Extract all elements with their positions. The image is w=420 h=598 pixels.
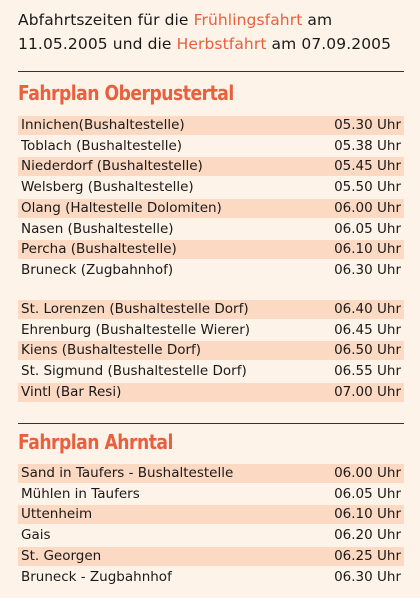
departure-time: 05.50 Uhr xyxy=(334,179,401,196)
stop-name: Welsberg (Bushaltestelle) xyxy=(21,179,194,196)
schedule-row xyxy=(18,485,404,504)
header-text: Abfahrtszeiten für die xyxy=(18,11,194,29)
stop-name: Mühlen in Taufers xyxy=(21,485,140,502)
header-text: am xyxy=(302,11,333,29)
stop-name: Olang (Haltestelle Dolomiten) xyxy=(21,199,222,216)
stop-name: Kiens (Bushaltestelle Dorf) xyxy=(21,342,202,359)
schedule-row xyxy=(18,362,404,381)
schedule-row xyxy=(18,157,404,176)
stop-name: Bruneck (Zugbahnhof) xyxy=(21,261,174,278)
departure-time: 06.05 Uhr xyxy=(334,220,401,237)
autumn-trip-label: Herbstfahrt xyxy=(176,35,267,53)
departure-time: 06.10 Uhr xyxy=(334,241,401,258)
departure-time: 06.40 Uhr xyxy=(334,301,401,317)
stop-name: Percha (Bushaltestelle) xyxy=(21,241,177,258)
departure-time: 05.38 Uhr xyxy=(334,137,401,154)
departure-time: 06.25 Uhr xyxy=(334,547,401,564)
departure-time: 06.30 Uhr xyxy=(334,568,401,585)
stop-name: Ehrenburg (Bushaltestelle Wierer) xyxy=(21,321,251,338)
schedule-row xyxy=(18,341,404,360)
departure-time: 06.55 Uhr xyxy=(334,363,401,380)
section-divider xyxy=(18,71,404,72)
schedule-row xyxy=(18,383,404,402)
departure-time: 06.00 Uhr xyxy=(334,199,401,216)
schedule-row xyxy=(18,321,404,340)
departure-time: 06.20 Uhr xyxy=(334,527,401,544)
departure-time: 06.45 Uhr xyxy=(334,321,401,338)
stop-name: Toblach (Bushaltestelle) xyxy=(21,137,183,154)
schedule-row xyxy=(18,116,404,135)
stop-name: Gais xyxy=(21,527,51,544)
schedule-row xyxy=(18,505,404,524)
schedule-row xyxy=(18,526,404,545)
schedule-row xyxy=(18,240,404,259)
schedule-row xyxy=(18,464,404,483)
departure-time: 07.00 Uhr xyxy=(334,383,401,400)
schedule-row xyxy=(18,300,404,319)
stop-name: Innichen(Bushaltestelle) xyxy=(21,117,185,133)
schedule-row xyxy=(18,568,404,587)
stop-name: St. Sigmund (Bushaltestelle Dorf) xyxy=(21,363,247,380)
section-title: Fahrplan Ahrntal xyxy=(18,430,173,454)
schedule-row xyxy=(18,137,404,156)
departure-time: 06.00 Uhr xyxy=(334,465,401,481)
stop-name: Uttenheim xyxy=(21,506,93,523)
schedule-row xyxy=(18,199,404,218)
header-line-2 xyxy=(18,32,408,56)
schedule-row xyxy=(18,220,404,239)
section-divider xyxy=(18,423,404,424)
stop-name: Nasen (Bushaltestelle) xyxy=(21,220,174,237)
page-header xyxy=(18,8,408,56)
schedule-row xyxy=(18,178,404,197)
stop-name: Vintl (Bar Resi) xyxy=(21,383,122,400)
departure-time: 06.30 Uhr xyxy=(334,261,401,278)
stop-name: St. Lorenzen (Bushaltestelle Dorf) xyxy=(21,301,249,317)
stop-name: St. Georgen xyxy=(21,547,102,564)
header-line-1 xyxy=(18,8,408,32)
stop-name: Bruneck - Zugbahnhof xyxy=(21,568,172,585)
departure-time: 06.50 Uhr xyxy=(334,342,401,359)
section-title: Fahrplan Oberpustertal xyxy=(18,81,234,105)
header-text: am 07.09.2005 xyxy=(266,35,392,53)
departure-time: 06.05 Uhr xyxy=(334,485,401,502)
schedule-row xyxy=(18,261,404,280)
stop-name: Sand in Taufers - Bushaltestelle xyxy=(21,465,234,481)
header-text: 11.05.2005 und die xyxy=(18,35,177,53)
schedule-row xyxy=(18,547,404,566)
spring-trip-label: Frühlingsfahrt xyxy=(193,11,303,29)
stop-name: Niederdorf (Bushaltestelle) xyxy=(21,158,203,175)
departure-time: 06.10 Uhr xyxy=(334,506,401,523)
departure-time: 05.45 Uhr xyxy=(334,158,401,175)
departure-time: 05.30 Uhr xyxy=(334,117,401,133)
